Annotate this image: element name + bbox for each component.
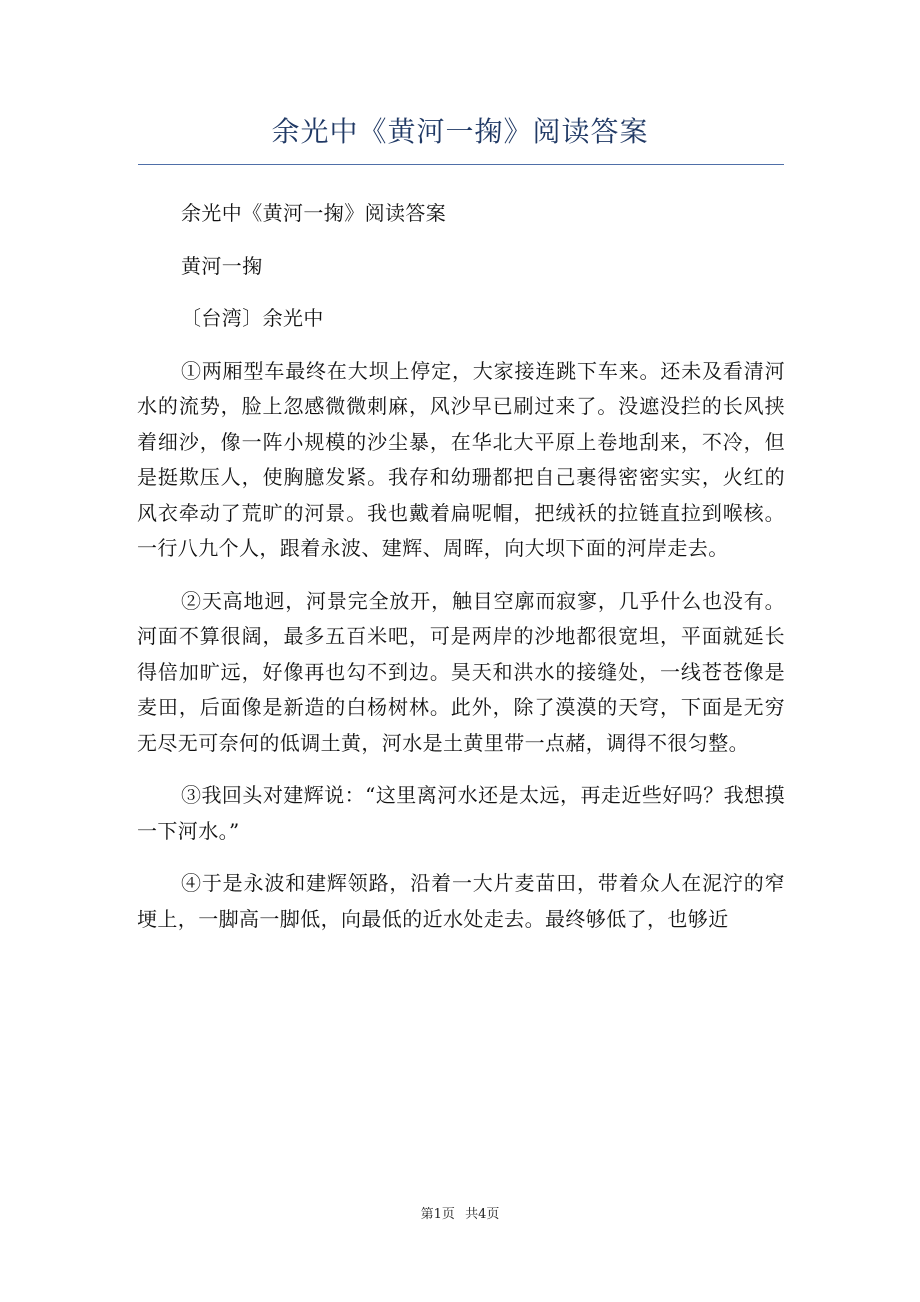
page-total: 共4页 xyxy=(465,1207,500,1222)
paragraph-heading: 余光中《黄河一掬》阅读答案 xyxy=(181,201,447,225)
paragraph-1: ①两厢型车最终在大坝上停定，大家接连跳下车来。还未及看清河水的流势，脸上忽感微微刺麻，风沙早已刷过来了。没遮没拦的长风挟着细沙，像一阵小规模的沙尘暴，在华北大平原上卷地刮来，不冷，但是挺欺压人，使胸臆发紧。我存和幼珊都把自己裹得密密实实，火红的风衣牵动了荒旷的河景。我也戴着扁呢帽，把绒袄的拉链直拉到喉核。一行八九个人，跟着永波、建辉、周晖，向大坝下面的河岸走去。 xyxy=(137,358,785,560)
document-body xyxy=(137,196,785,954)
page-title: 余光中《黄河一掬》阅读答案 xyxy=(271,115,649,148)
page-footer xyxy=(0,1206,920,1224)
paragraph-essay-title: 黄河一掬 xyxy=(181,253,263,278)
paragraph-3: ③我回头对建辉说：“这里离河水还是太远，再走近些好吗？我想摸一下河水。” xyxy=(137,783,785,843)
title-divider xyxy=(138,164,784,165)
paragraph-author: 〔台湾〕余光中 xyxy=(181,306,324,330)
paragraph-2: ②天高地迥，河景完全放开，触目空廓而寂寥，几乎什么也没有。河面不算很阔，最多五百米吧，可是两岸的沙地都很宽坦，平面就延长得倍加旷远，好像再也勾不到边。昊天和洪水的接缝处，一线苍苍像是麦田，后面像是新造的白杨树林。此外，除了漠漠的天穹，下面是无穷无尽无可奈何的低调土黄，河水是土黄里带一点赭，调得不很匀整。 xyxy=(137,588,785,755)
page-number: 第1页 xyxy=(420,1207,455,1222)
paragraph-4: ④于是永波和建辉领路，沿着一大片麦苗田，带着众人在泥泞的窄埂上，一脚高一脚低，向最低的近水处走去。最终够低了，也够近 xyxy=(137,871,785,931)
